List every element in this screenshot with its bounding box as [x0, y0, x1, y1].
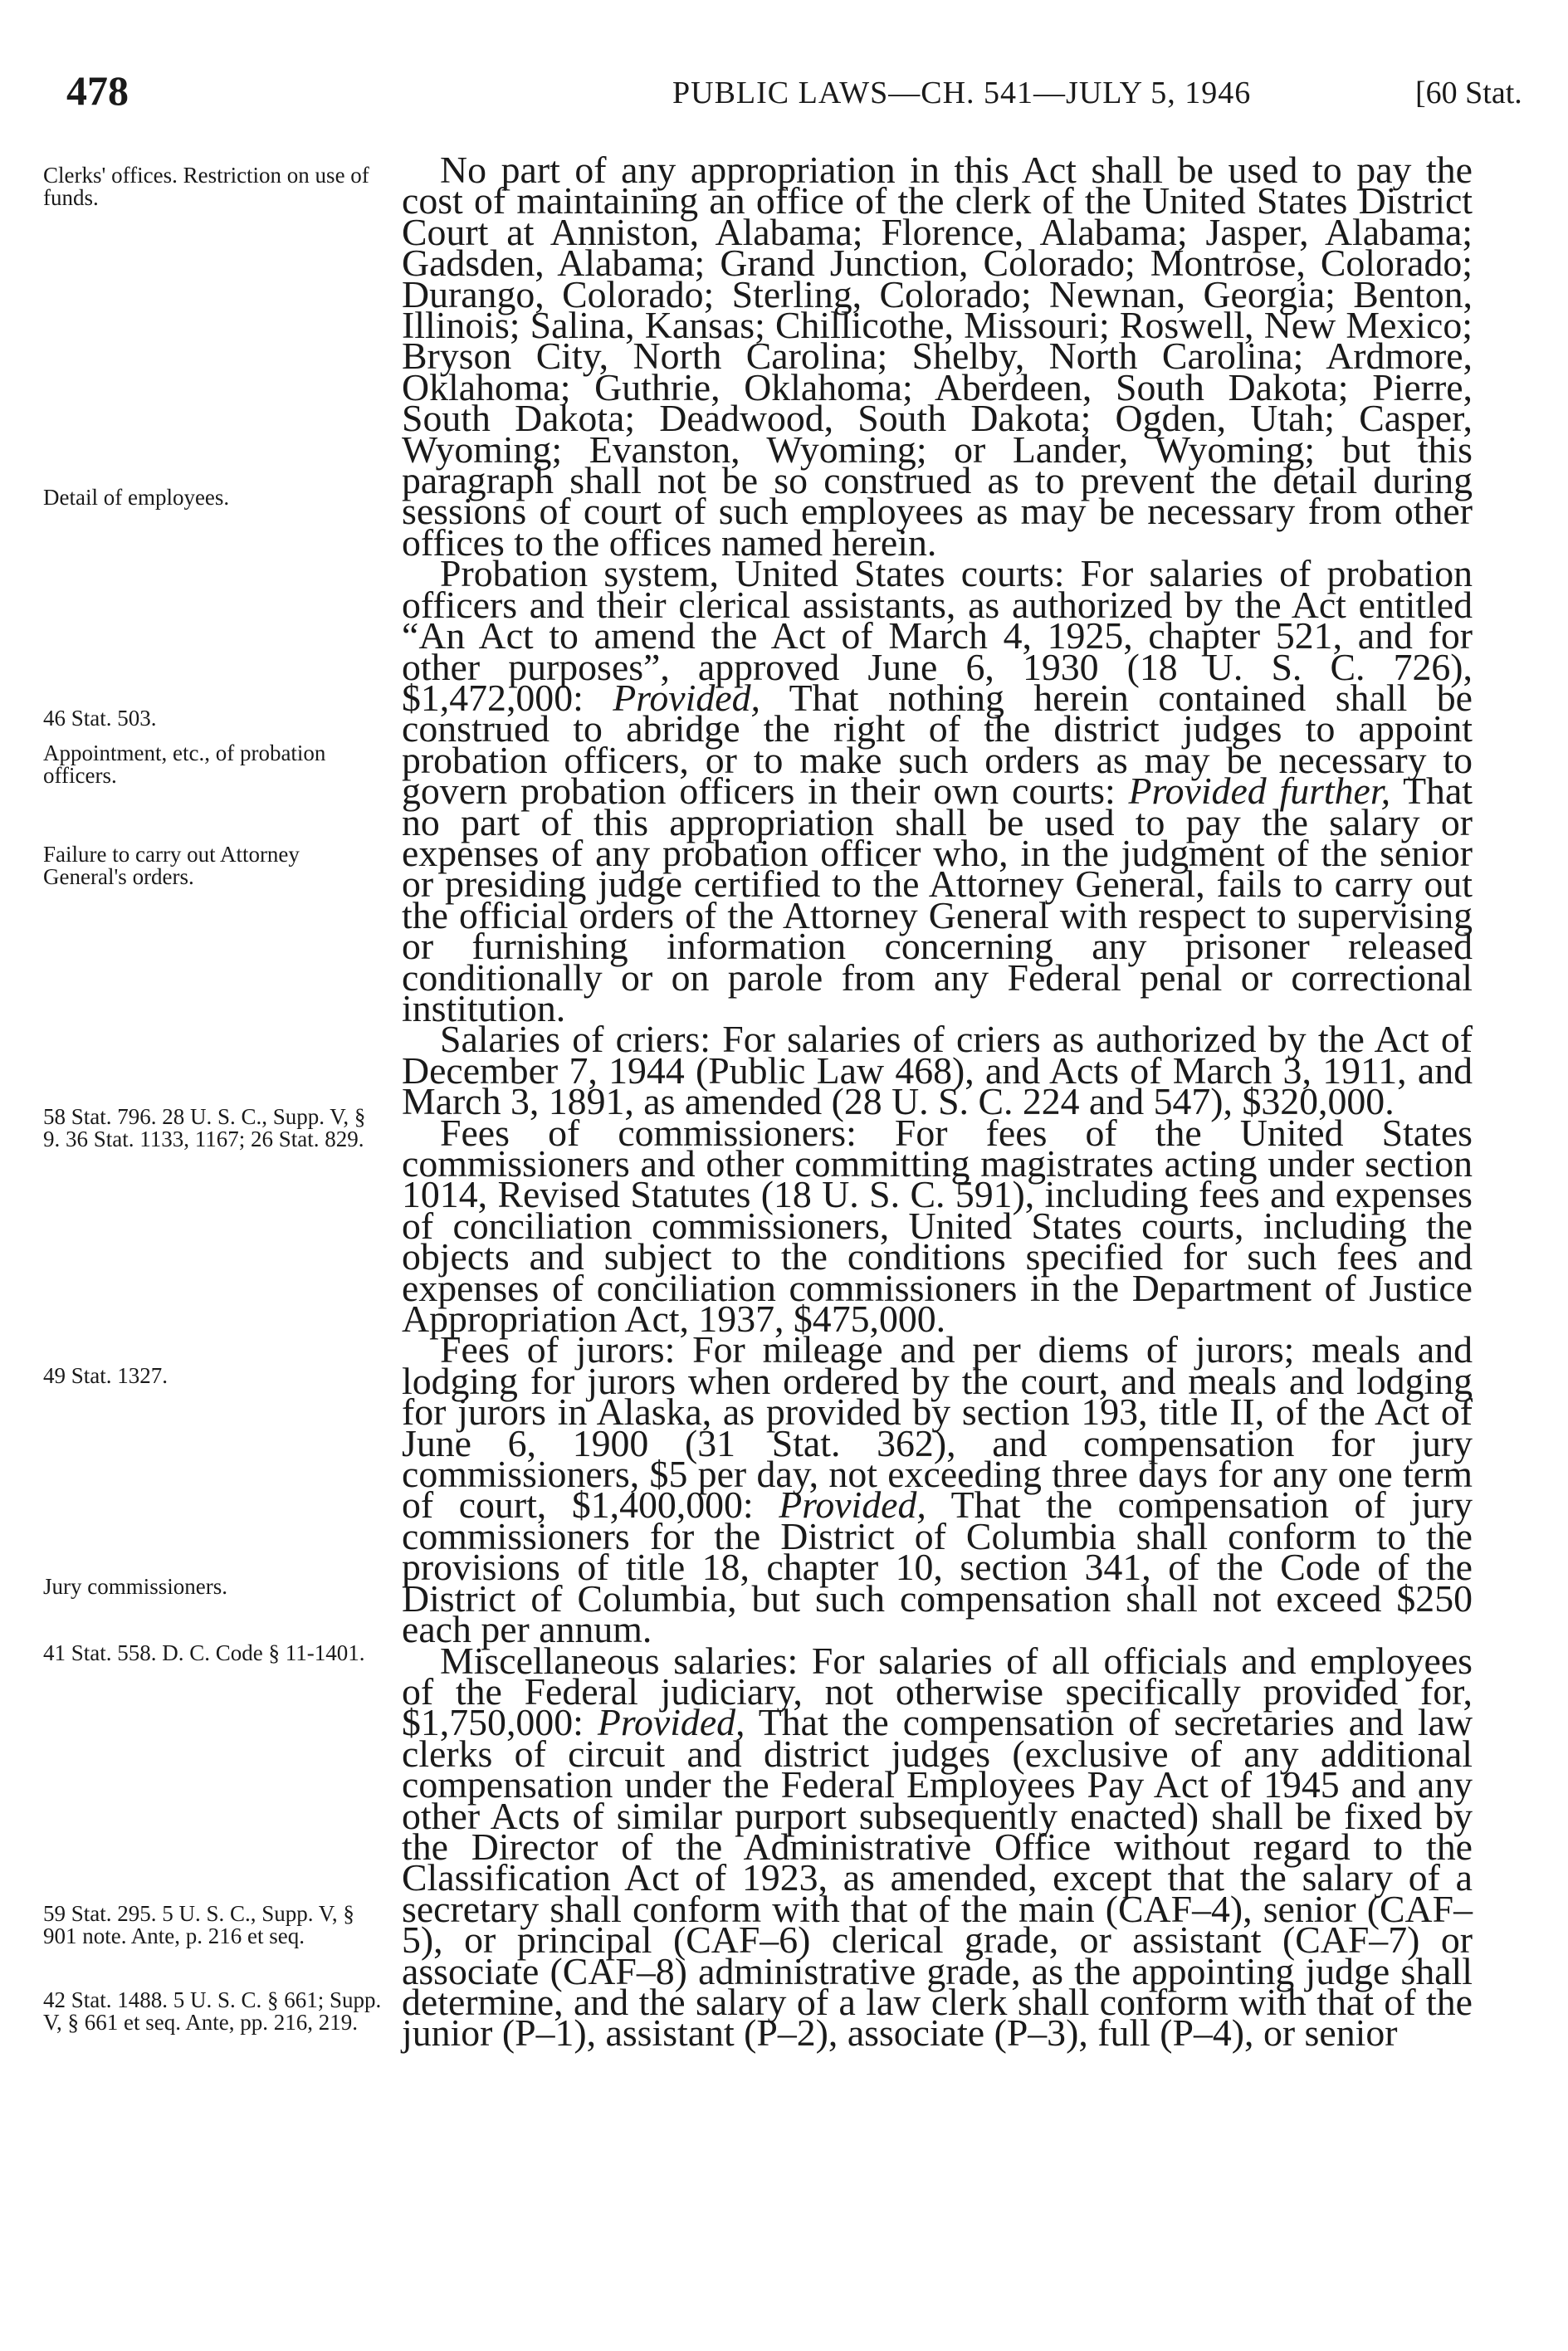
margin-note: 41 Stat. 558. D. C. Code § 11-1401.: [43, 1640, 365, 1665]
margin-note: Detail of employees.: [43, 485, 230, 510]
margin-note: 59 Stat. 295. 5 U. S. C., Supp. V, § 901 note. Ante, p. 216 et seq.: [43, 1901, 354, 1948]
paragraph-criers: Salaries of criers: For salaries of criers as authorized by the Act of December 7, 1944 (Public Law 468), and Acts of March 3, 1911, and March 3, 1891, as amended (28 U. S. C. 224 and 547), $320,000.: [402, 1018, 1473, 1123]
margin-note: 42 Stat. 1488. 5 U. S. C. § 661; Supp. V, § 661 et seq. Ante, pp. 216, 219.: [43, 1987, 382, 2035]
margin-note: 58 Stat. 796. 28 U. S. C., Supp. V, § 9. 36 Stat. 1133, 1167; 26 Stat. 829.: [43, 1104, 366, 1151]
paragraph-clerks-offices: No part of any appropriation in this Act shall be used to pay the cost of maintaining an office of the clerk of the United States District Court at Anniston, Alabama; Florence, Alabama; Jasper, Alabama; Gadsden, Alabama; Grand Junction, Colorado; Montrose, Colorado; Durango, Colorado; Sterling, Colorado; Newnan, Georgia; Benton, Illinois; Salina, Kansas; Chillicothe, Missouri; Roswell, New Mexico; Bryson City, North Carolina; Shelby, North Carolina; Ardmore, Oklahoma; Guthrie, Oklahoma; Aberdeen, South Dakota; Pierre, South Dakota; Deadwood, South Dakota; Ogden, Utah; Casper, Wyoming; Evanston, Wyoming; or Lander, Wyoming; but this paragraph shall not be so construed as to prevent the detail during sessions of court of such employees as may be necessary from other offices to the offices named herein.: [402, 149, 1473, 564]
paragraph-commissioners: Fees of commissioners: For fees of the United States commissioners and other committing magistrates acting under section 1014, Revised Statutes (18 U. S. C. 591), including fees and expenses of conciliation commissioners, United States courts, including the objects and subject to the conditions specified for such fees and expenses of conciliation commissioners in the Department of Justice Appropriation Act, 1937, $475,000.: [402, 1111, 1473, 1341]
page-number: 478: [66, 67, 129, 114]
volume-reference: [60 Stat.: [1415, 76, 1522, 110]
paragraph-probation-system: Probation system, United States courts: For salaries of probation officers and their clerical assistants, as authorized by the Act entitled “An Act to amend the Act of March 4, 1925, chapter 521, and for other purposes”, approved June 6, 1930 (18 U. S. C. 726), $1,472,000: Provided, That nothing herein contained shall be construed to abridge the right of the district judges to appoint probation officers, or to make such orders as may be necessary to govern probation officers in their own courts: Provided further, That no part of this appropriation shall be used to pay the salary or expenses of any probation officer who, in the judgment of the senior or presiding judge certified to the Attorney General, fails to carry out the official orders of the Attorney General with respect to supervising or furnishing information concerning any prisoner released conditionally or on parole from any Federal penal or correctional institution.: [402, 552, 1473, 1029]
margin-note: Appointment, etc., of probation officers.: [43, 740, 326, 788]
page-header: [0, 66, 1568, 133]
statute-text: [402, 149, 1473, 2321]
margin-note: Clerks' offices. Restriction on use of funds.: [43, 163, 369, 210]
margin-note: Failure to carry out Attorney General's orders.: [43, 842, 300, 889]
margin-note: 49 Stat. 1327.: [43, 1363, 169, 1388]
paragraph-miscellaneous-salaries: Miscellaneous salaries: For salaries of all officials and employees of the Federal judiciary, not otherwise specifically provided for, $1,750,000: Provided, That the compensation of secretaries and law clerks of circuit and district judges (exclusive of any additional compensation under the Federal Employees Pay Act of 1945 and any other Acts of similar purport subsequently enacted) shall be fixed by the Director of the Administrative Office without regard to the Classification Act of 1923, as amended, except that the salary of a secretary shall conform with that of the main (CAF–4), senior (CAF–5), or principal (CAF–6) clerical grade, or assistant (CAF–7) or associate (CAF–8) administrative grade, as the appointing judge shall determine, and the salary of a law clerk shall conform with that of the junior (P–1), assistant (P–2), associate (P–3), full (P–4), or senior: [402, 1639, 1473, 2055]
margin-note: Jury commissioners.: [43, 1574, 227, 1599]
margin-note: 46 Stat. 503.: [43, 706, 157, 731]
running-title: PUBLIC LAWS—CH. 541—JULY 5, 1946: [672, 76, 1252, 110]
margin-notes: [43, 158, 388, 2316]
paragraph-jurors: Fees of jurors: For mileage and per diems of jurors; meals and lodging for jurors when ordered by the court, and meals and lodging for jurors in Alaska, as provided by section 193, title II, of the Act of June 6, 1900 (31 Stat. 362), and compensation for jury commissioners, $5 per day, not exceeding three days for any one term of court, $1,400,000: Provided, That the compensation of jury commissioners for the District of Columbia shall conform to the provisions of title 18, chapter 10, section 341, of the Code of the District of Columbia, but such compensation shall not exceed $250 each per annum.: [402, 1328, 1473, 1651]
